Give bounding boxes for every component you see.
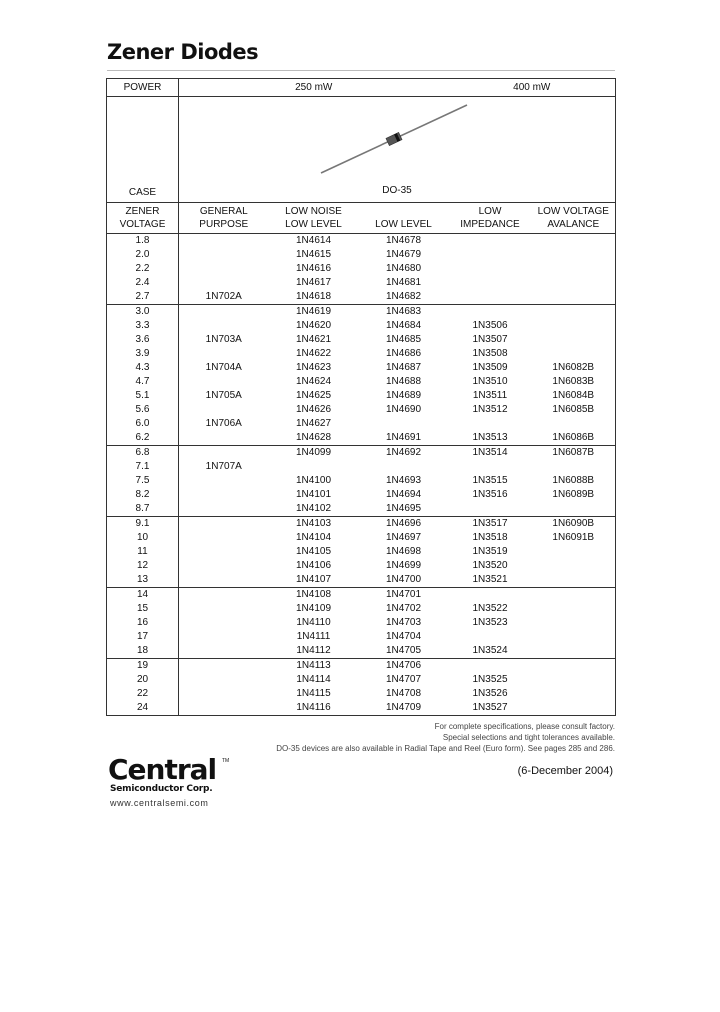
table-cell <box>449 248 532 262</box>
table-cell: 1N3517 <box>449 517 532 532</box>
title-divider <box>107 70 615 71</box>
table-cell: 11 <box>107 545 179 559</box>
table-cell: 1N3520 <box>472 560 508 571</box>
table-cell <box>532 545 616 559</box>
case-name: DO-35 <box>382 185 412 196</box>
table-cell: 1N3526 <box>472 688 508 699</box>
table-cell: 1N4687 <box>385 362 422 373</box>
table-row <box>107 403 616 417</box>
table-cell: 1N4701 <box>359 588 449 603</box>
table-cell: 1N707A <box>205 461 242 472</box>
table-cell: 1N3513 <box>472 432 508 443</box>
table-cell <box>179 602 269 616</box>
table-cell: 2.0 <box>107 248 179 262</box>
table-cell: 1N4622 <box>295 348 332 359</box>
table-cell <box>179 531 269 545</box>
table-cell: 3.3 <box>107 319 179 333</box>
table-cell: 1N4619 <box>269 305 359 320</box>
table-cell: 2.4 <box>107 276 179 290</box>
table-cell <box>532 559 616 573</box>
power-400: 400 mW <box>449 79 616 97</box>
table-row <box>107 262 616 276</box>
table-cell: 2.7 <box>107 290 179 305</box>
table-cell: 1N4108 <box>269 588 359 603</box>
table-row <box>107 573 616 588</box>
table-cell: 1N4706 <box>359 659 449 674</box>
table-cell: 6.2 <box>107 431 179 446</box>
table-cell: 6.8 <box>107 446 179 461</box>
table-cell <box>179 403 269 417</box>
table-cell <box>179 687 269 701</box>
table-row <box>107 446 616 461</box>
table-cell: 1N4114 <box>296 674 331 685</box>
table-cell: 1N4686 <box>385 348 422 359</box>
table-cell: 1N4115 <box>296 688 331 699</box>
table-cell <box>359 460 449 474</box>
table-cell <box>179 644 269 659</box>
table-cell <box>532 588 616 603</box>
table-row <box>107 701 616 716</box>
table-cell: 1N3524 <box>472 645 508 656</box>
logo-trademark: TM <box>222 758 230 764</box>
central-logo: Central <box>108 753 217 786</box>
table-cell: 1N6084B <box>532 389 616 403</box>
table-cell <box>179 262 269 276</box>
table-cell: 1N4682 <box>385 291 422 302</box>
table-cell: 1N4615 <box>295 249 332 260</box>
table-row <box>107 673 616 687</box>
table-cell: 1N4112 <box>296 645 331 656</box>
document-date: (6-December 2004) <box>517 765 613 777</box>
table-cell <box>449 659 532 674</box>
table-cell: 9.1 <box>107 517 179 532</box>
table-row <box>107 234 616 249</box>
table-cell: 1N4106 <box>295 560 332 571</box>
zener-table <box>106 78 616 716</box>
header-lowvolt: LOW VOLTAGE AVALANCE <box>532 203 616 234</box>
table-cell: 1N4628 <box>295 432 332 443</box>
table-row <box>107 531 616 545</box>
table-cell: 1N4697 <box>385 532 422 543</box>
table-row <box>107 559 616 573</box>
table-cell: 1N4692 <box>359 446 449 461</box>
table-cell <box>179 305 269 320</box>
table-row <box>107 375 616 389</box>
table-cell: 1N4678 <box>385 235 422 246</box>
table-cell: 1N4116 <box>269 701 359 716</box>
table-cell <box>532 417 616 431</box>
table-cell: 1N4690 <box>385 404 422 415</box>
page-title: Zener Diodes <box>107 40 259 64</box>
table-cell <box>532 460 616 474</box>
table-cell: 1N4616 <box>295 263 332 274</box>
table-cell <box>532 659 616 674</box>
power-250: 250 mW <box>179 79 449 97</box>
table-cell: 1N702A <box>205 291 242 302</box>
table-row <box>107 347 616 361</box>
table-cell <box>179 375 269 389</box>
table-cell: 1N3510 <box>472 376 508 387</box>
table-row <box>107 319 616 333</box>
table-cell: 1N3511 <box>472 390 508 401</box>
table-cell: 1N4623 <box>295 362 332 373</box>
table-row <box>107 488 616 502</box>
table-cell <box>532 290 616 305</box>
table-cell: 19 <box>107 659 179 674</box>
table-cell: 1N3518 <box>472 532 508 543</box>
table-cell <box>179 319 269 333</box>
table-cell: 1N703A <box>205 334 242 345</box>
table-cell: 1N4696 <box>359 517 449 532</box>
table-cell: 1N3525 <box>472 674 508 685</box>
table-cell: 1N4700 <box>385 574 422 585</box>
table-row <box>107 517 616 532</box>
header-lowlevel: LOW LEVEL <box>359 203 449 234</box>
table-cell: 1N4699 <box>385 560 422 571</box>
website-url: www.centralsemi.com <box>110 798 209 808</box>
table-cell <box>179 488 269 502</box>
table-row <box>107 389 616 403</box>
table-cell: 1N3506 <box>472 320 508 331</box>
table-cell <box>532 673 616 687</box>
table-cell: 1N6089B <box>532 488 616 502</box>
table-row <box>107 659 616 674</box>
table-cell: 1N4614 <box>295 235 332 246</box>
table-cell: 1N4693 <box>385 475 422 486</box>
table-cell: 1N4102 <box>295 503 332 514</box>
table-cell <box>179 545 269 559</box>
power-label: POWER <box>107 79 179 97</box>
table-cell: 1N3523 <box>472 617 508 628</box>
table-cell: 1N3508 <box>472 348 508 359</box>
table-cell: 1N3515 <box>472 475 508 486</box>
table-cell <box>532 305 616 320</box>
table-cell: 1N704A <box>205 362 242 373</box>
table-cell: 1N4625 <box>295 390 332 401</box>
table-row <box>107 333 616 347</box>
case-label: CASE <box>107 97 179 203</box>
header-zener: ZENER VOLTAGE <box>107 203 179 234</box>
table-cell <box>179 234 269 249</box>
table-cell <box>449 588 532 603</box>
table-cell <box>449 234 532 249</box>
table-cell: 1N4709 <box>359 701 449 716</box>
table-cell: 1N6086B <box>532 431 616 446</box>
table-cell <box>532 701 616 716</box>
table-cell: 1N4110 <box>296 617 331 628</box>
table-cell: 1N4685 <box>385 334 422 345</box>
table-row <box>107 545 616 559</box>
table-row <box>107 687 616 701</box>
table-cell: 1N6091B <box>532 531 616 545</box>
table-cell: 1N4104 <box>295 532 332 543</box>
table-cell <box>449 502 532 517</box>
table-cell <box>179 474 269 488</box>
table-cell <box>179 559 269 573</box>
table-cell: 14 <box>107 588 179 603</box>
table-cell: 1N4109 <box>295 603 332 614</box>
table-cell: 8.7 <box>107 502 179 517</box>
table-cell <box>179 347 269 361</box>
table-cell <box>449 276 532 290</box>
table-cell: 1N3507 <box>472 334 508 345</box>
table-cell: 1N4624 <box>295 376 332 387</box>
table-cell <box>179 659 269 674</box>
table-cell <box>532 347 616 361</box>
header-lowimp: LOW IMPEDANCE <box>449 203 532 234</box>
table-cell: 1N4679 <box>385 249 422 260</box>
table-cell: 1N4695 <box>385 503 422 514</box>
table-cell <box>532 234 616 249</box>
table-cell: 1N3514 <box>449 446 532 461</box>
table-cell: 1N4707 <box>385 674 422 685</box>
table-cell: 1N6083B <box>532 375 616 389</box>
table-cell <box>179 502 269 517</box>
table-cell <box>179 248 269 262</box>
table-cell: 1N4627 <box>295 418 332 429</box>
table-cell <box>359 417 449 431</box>
table-cell: 1N4617 <box>295 277 332 288</box>
table-row <box>107 431 616 446</box>
table-cell: 1N705A <box>205 390 242 401</box>
table-cell <box>532 573 616 588</box>
table-cell <box>532 502 616 517</box>
table-cell <box>532 248 616 262</box>
table-cell: 1N4105 <box>295 546 332 557</box>
table-cell: 1N3519 <box>472 546 508 557</box>
table-cell: 1N6090B <box>532 517 616 532</box>
table-cell: 1N4698 <box>385 546 422 557</box>
table-cell: 1N3516 <box>472 489 508 500</box>
footnote: Special selections and tight tolerances available. <box>442 733 615 742</box>
table-cell: 1N4111 <box>296 631 331 642</box>
table-cell: 1N6082B <box>532 361 616 375</box>
table-cell: 1N4702 <box>385 603 422 614</box>
table-row <box>107 276 616 290</box>
table-cell: 1N4704 <box>385 631 422 642</box>
table-cell: 1N4681 <box>385 277 422 288</box>
table-cell <box>532 616 616 630</box>
table-row <box>107 248 616 262</box>
table-cell <box>179 616 269 630</box>
table-cell: 1N4101 <box>295 489 332 500</box>
table-cell <box>179 630 269 644</box>
table-row <box>107 616 616 630</box>
header-lownoise: LOW NOISE LOW LEVEL <box>269 203 359 234</box>
table-cell: 2.2 <box>107 262 179 276</box>
table-cell: 7.1 <box>107 460 179 474</box>
table-cell: 1N4689 <box>385 390 422 401</box>
table-row <box>107 305 616 320</box>
table-cell <box>269 460 359 474</box>
table-cell: 1N4107 <box>295 574 332 585</box>
table-cell: 1N4688 <box>385 376 422 387</box>
table-cell: 1N706A <box>205 418 242 429</box>
table-cell: 6.0 <box>107 417 179 431</box>
table-cell: 1N3527 <box>449 701 532 716</box>
table-row <box>107 602 616 616</box>
do35-diode-icon <box>319 103 469 175</box>
table-cell: 16 <box>107 616 179 630</box>
footnote: For complete specifications, please consult factory. <box>434 722 615 731</box>
table-cell: 22 <box>107 687 179 701</box>
table-row <box>107 644 616 659</box>
table-cell <box>449 460 532 474</box>
table-cell <box>532 687 616 701</box>
table-cell <box>179 276 269 290</box>
table-cell: 1N4626 <box>295 404 332 415</box>
table-cell <box>449 262 532 276</box>
table-cell: 3.0 <box>107 305 179 320</box>
table-cell: 1N4705 <box>385 645 422 656</box>
table-cell <box>532 276 616 290</box>
table-cell: 1N4694 <box>385 489 422 500</box>
table-cell <box>179 573 269 588</box>
table-cell: 1N4103 <box>269 517 359 532</box>
table-row <box>107 417 616 431</box>
table-cell <box>179 446 269 461</box>
table-cell: 7.5 <box>107 474 179 488</box>
table-cell <box>179 588 269 603</box>
table-cell: 1N4618 <box>295 291 332 302</box>
table-cell: 3.6 <box>107 333 179 347</box>
case-cell <box>179 97 616 203</box>
table-cell <box>449 305 532 320</box>
table-cell <box>532 262 616 276</box>
table-cell <box>179 517 269 532</box>
table-row <box>107 630 616 644</box>
table-row <box>107 502 616 517</box>
table-cell: 1N4684 <box>385 320 422 331</box>
table-cell: 1N6085B <box>532 403 616 417</box>
table-cell: 1N6087B <box>532 446 616 461</box>
table-cell: 1N4100 <box>295 475 332 486</box>
table-cell: 5.1 <box>107 389 179 403</box>
table-row <box>107 588 616 603</box>
table-cell: 1N4683 <box>359 305 449 320</box>
table-row <box>107 474 616 488</box>
table-cell: 5.6 <box>107 403 179 417</box>
table-cell <box>179 673 269 687</box>
header-general: GENERAL PURPOSE <box>179 203 269 234</box>
table-cell <box>179 701 269 716</box>
table-cell: 1N4680 <box>385 263 422 274</box>
table-row <box>107 290 616 305</box>
table-cell <box>532 602 616 616</box>
table-cell: 4.3 <box>107 361 179 375</box>
table-cell: 17 <box>107 630 179 644</box>
table-cell: 24 <box>107 701 179 716</box>
table-cell: 12 <box>107 559 179 573</box>
table-row <box>107 460 616 474</box>
table-cell: 15 <box>107 602 179 616</box>
table-cell: 1N4621 <box>295 334 332 345</box>
table-cell: 1N4099 <box>269 446 359 461</box>
table-cell: 4.7 <box>107 375 179 389</box>
table-cell: 1N3521 <box>472 574 508 585</box>
footnote: DO-35 devices are also available in Radial Tape and Reel (Euro form). See pages 285 and 286. <box>276 744 615 753</box>
table-cell <box>532 630 616 644</box>
table-cell: 3.9 <box>107 347 179 361</box>
table-cell <box>532 644 616 659</box>
table-cell <box>179 431 269 446</box>
table-cell: 1N6088B <box>532 474 616 488</box>
table-cell: 18 <box>107 644 179 659</box>
table-cell: 1N3509 <box>472 362 508 373</box>
table-cell: 1N3512 <box>472 404 508 415</box>
table-cell <box>532 319 616 333</box>
table-cell: 1N4691 <box>385 432 422 443</box>
table-cell: 1.8 <box>107 234 179 249</box>
table-row <box>107 361 616 375</box>
table-cell: 1N4703 <box>385 617 422 628</box>
table-cell <box>449 417 532 431</box>
table-cell: 1N4620 <box>295 320 332 331</box>
table-cell: 1N4113 <box>269 659 359 674</box>
table-cell <box>449 630 532 644</box>
table-cell: 1N3522 <box>472 603 508 614</box>
table-cell: 8.2 <box>107 488 179 502</box>
logo-subtitle: Semiconductor Corp. <box>110 784 213 794</box>
table-cell: 1N4708 <box>385 688 422 699</box>
table-cell <box>449 290 532 305</box>
table-cell: 10 <box>107 531 179 545</box>
table-cell <box>532 333 616 347</box>
table-cell: 13 <box>107 573 179 588</box>
table-cell: 20 <box>107 673 179 687</box>
